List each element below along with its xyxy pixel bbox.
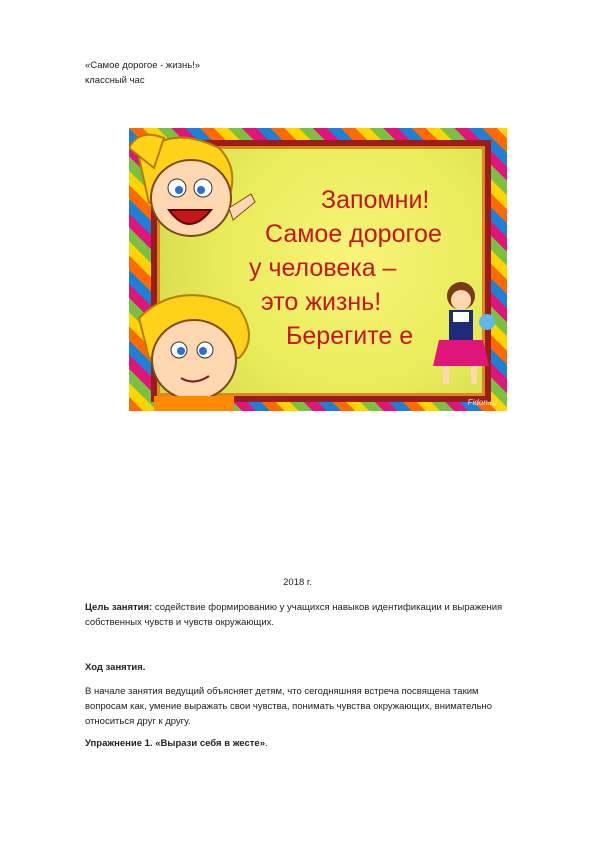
poster-image bbox=[129, 128, 507, 411]
document-title: «Самое дорогое - жизнь!» bbox=[85, 60, 201, 71]
cartoon-schoolgirl-icon bbox=[429, 278, 499, 388]
intro-line-2: вопросам как, умение выражать свои чувства, понимать чувства окружающих, внимательно bbox=[85, 701, 493, 712]
cartoon-girl-bottom-icon bbox=[129, 288, 269, 411]
goal-text-continued: собственных чувств и чувств окружающих. bbox=[85, 617, 275, 628]
cartoon-girl-top-icon bbox=[129, 128, 259, 278]
poster-line-5: Берегите е bbox=[286, 322, 414, 350]
poster-line-3: у человека – bbox=[249, 254, 397, 282]
poster-line-4: это жизнь! bbox=[261, 288, 382, 316]
poster-line-1: Запомни! bbox=[321, 186, 430, 214]
exercise-label: Упражнение 1. «Вырази себя в жесте» bbox=[85, 738, 265, 749]
poster-line-2: Самое дорогое bbox=[265, 220, 442, 248]
document-subtitle: классный час bbox=[85, 75, 145, 86]
document-date: 2018 г. bbox=[283, 577, 312, 588]
exercise-tail: . bbox=[264, 738, 268, 749]
progress-heading: Ход занятия. bbox=[85, 662, 146, 673]
intro-line-1: В начале занятия ведущий объясняет детям, что сегодняшняя встреча посвящена таким bbox=[85, 686, 479, 697]
intro-line-3: относиться друг к другу. bbox=[85, 716, 191, 727]
exercise-heading bbox=[85, 736, 525, 751]
intro-paragraph bbox=[85, 684, 525, 729]
poster-watermark: Fidon.ru bbox=[467, 398, 497, 407]
goal-text: содействие формированию у учащихся навыков идентификации и выражения bbox=[152, 602, 503, 613]
goal-label: Цель занятия: bbox=[85, 602, 153, 613]
goal-paragraph bbox=[85, 600, 525, 630]
